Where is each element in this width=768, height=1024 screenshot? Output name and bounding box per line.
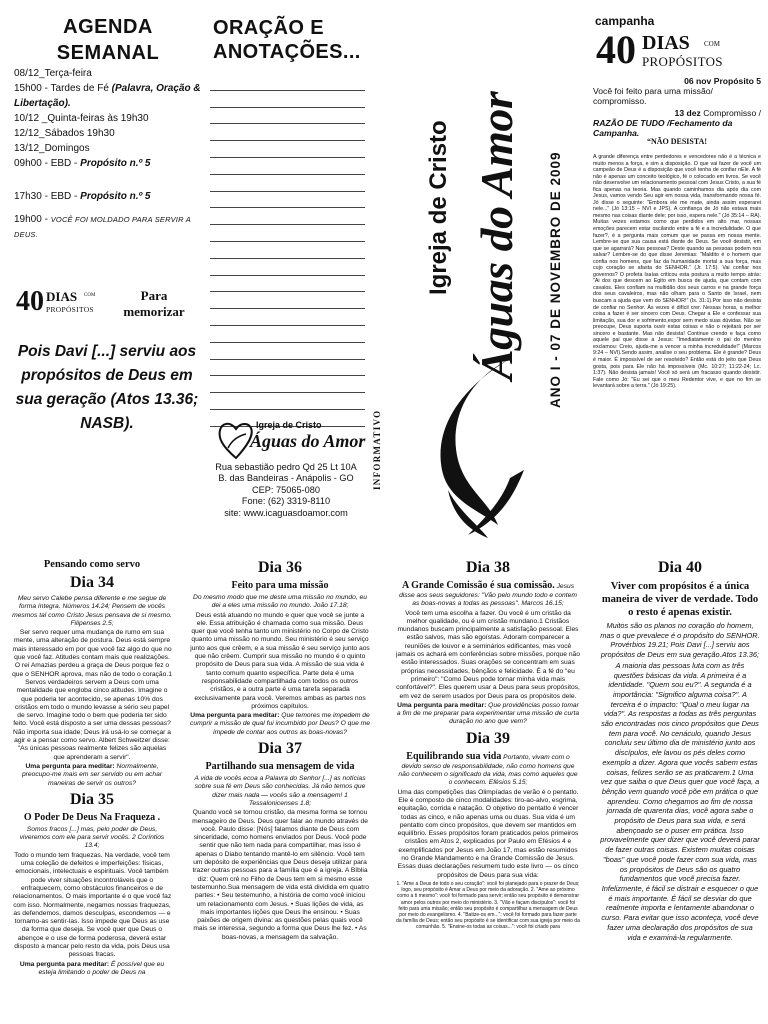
column-day-40	[600, 556, 760, 943]
day-34-heading: Dia 34	[70, 574, 114, 591]
church-address: Rua sebastião pedro Qd 25 Lt 10A B. das Bandeiras - Anápolis - GO CEP: 75065-080 Fone: (62) 3319-8110 site: www.icaguasdoamor.com	[196, 462, 376, 519]
day-37-body: Quando você se tornou cristão, da mesma forma se tornou mensageiro de Deus. Deus quer falar ao mundo através de você. Paulo disse: [Nós] falamos diante de Deus com sinceridade, como homens enviados por Deus. Você pode sentir que não tem nada para compartilhar, mas isso é apenas o Diabo tentando mantê-lo em silêncio. Você tem um depósito de experiências que Deus deseja utilizar para trazer outras pessoas para a família que é a igreja. A Bíblia diz: Quem crê no Filho de Deus tem em si mesmo esse testemunho.Sua mensagem de vida está dividida em quatro partes: • Seu testemunho, a história de como você iniciou um relacionamento com Jesus. • Suas lições de vida, as mais importantes lições que Deus lhe ensinou. • Suas paixões de origem divina: as questões pelas quais você mais se interessa, segundo a forma que Deus lhe fez. • As boas-novas, a mensagem da salvação.	[190, 809, 370, 941]
agenda-item: 17h30 - EBD - Propósito n.º 5	[14, 191, 151, 202]
agenda-item: 12/12_Sábados 19h30	[14, 128, 115, 139]
day-39-list: 1. "Ame a Deus de todo o seu coração": você foi planejado para o prazer de Deus; logo, seu propósito é Amar a Deus por meio da adoração. 2. "Ame ao próximo como a ti mesmo": você foi formado para servir; então seu propósito é demonstrar amor pelos outros por meio do ministério. 3. "Vão e façam discípulos": você foi feito para uma missão; então seu propósito é compartilhar a mensagem de Deus por meio do evangelismo. 4. "Batize-os em...": você foi formado para fazer parte da família de Deus; então seu propósito é se identificar com sua igreja por meio da comunhão. 5. "Ensine-os todas as coisas...": você foi criado para	[396, 880, 580, 931]
agenda-item: 08/12_Terça-feira	[14, 68, 92, 79]
day-35-intro: Somos fracos [...] mas, pelo poder de Deus, viveremos com ele para servir vocês. 2 Coríntios 13.4;	[19, 825, 165, 850]
day-36-intro: Do mesmo modo que me deste uma missão no mundo, eu dei a eles uma missão no mundo. João 17.18;	[193, 594, 367, 610]
column-days-34-35: Pensando como servo Dia 34 Meu servo Calebe pensa diferente e me segue de forma íntegra. Números 14.24; Pensem de vocês mesmos tal como Cristo Jesus pensava de si mesmo. Filipenses 2.5; Ser servo requer uma mudança de rumo em sua mente, uma alteração de postura. Deus está sempre mais interessado em por que você faz algo do que no que você faz. Atitudes contam mais que realizações. O rei Amazias perdeu a graça de Deus porque fez o que o SENHOR aprova, mas não de todo o coração.1 Servos verdadeiros servem a Deus com uma mentalidade que engloba cinco atitudes. Imagine o que poderia ter acontecido, se apenas 10% dos cristãos em todo o mundo levasse a sério seu papel de servo. Imagine todo o bem que poderia ter sido feito. Você está disposto a ser uma dessas pessoas? Não importa sua idade; Deus irá usá-lo se começar a agir e a pensar como servo. Albert Schweitzer disse: "As únicas pessoas realmente felizes são aquelas que aprenderam a servir". Uma pergunta para meditar: Normalmente, preocupo-me mais em ser servido ou em achar maneiras de servir os outros? Dia 35 O Poder De Deus Na Fraqueza . Somos fracos [...] mas, pelo poder de Deus, viveremos com ele para servir vocês. 2 Coríntios 13.4; Todo o mundo tem fraquezas. Na verdade, você tem uma coleção de defeitos e imperfeições: físicas, emocionais, intelectuais e espirituais. Você também pode viver situações incontroláveis que o enfraquecem, como obstáculos financeiros e de relacionamentos. O mais importante é o que você faz com isso. Normalmente, negamos nossas fraquezas, as defendemos, damos desculpas, escondemos — e tornamo-as sentir-las. Isso impede que Deus as use da forma que deseja. Se você quer que Deus o abençoe e o use de forma poderosa, deverá estar disposto a mancar pelo resto da vida, pois Deus usa pessoas fracas. Uma pergunta para meditar: É possível que eu esteja limitando o poder de Deus na	[12, 559, 172, 976]
note-line[interactable]	[210, 124, 365, 141]
day-36-heading: Dia 36	[258, 559, 302, 576]
day-37-intro: A vida de vocês ecoa a Palavra do Senhor [...] as notícias sobre sua fé em Deus são conhecidas. Já não temos que dizer mais nada — vocês são a mensagem! 1 Tessalonicenses 1.8;	[194, 775, 366, 807]
nao-desista-heading: “NÃO DESISTA!	[646, 137, 708, 146]
note-line[interactable]	[210, 158, 365, 175]
day-35-heading: Dia 35	[70, 790, 114, 808]
column-days-36-37: Dia 36 Feito para uma missão Do mesmo modo que me deste uma missão no mundo, eu dei a eles uma missão no mundo. João 17.18; Deus está atuando no mundo e quer que você se junte a ele. Essa atribuição é chamada como sua missão. Deus quer que você tenha tanto um ministério no Corpo de Cristo quanto uma missão no mundo. Seu ministério é seu serviço junto aos que crêem, e a sua missão é seu serviço junto aos que não crêem. Cumprir sua missão no mundo é o quinto propósito de Deus para sua vida. A missão de sua vida é tanto comum quanto específica. Parte dela é uma responsabilidade compartilhada com todos os outros cristãos, e a outra parte é uma tarefa separada exclusivamente para você. Veremos ambas as partes nos próximos capítulos. Uma pergunta para meditar: Que temores me impedem de cumprir a missão de qual fui incumbido por Deus? O que me impede de contar aos outros as boas-novas? Dia 37 Partilhando sua mensagem de vida A vida de vocês ecoa a Palavra do Senhor [...] as notícias sobre sua fé em Deus são conhecidas. Já não temos que dizer mais nada — vocês são a mensagem! 1 Tessalonicenses 1.8; Quando você se tornou cristão, da mesma forma se tornou mensageiro de Deus. Deus quer falar ao mundo através de você. Paulo disse: [Nós] falamos diante de Deus com sinceridade, como homens enviados por Deus. Você pode sentir que não tem nada para compartilhar, mas isso é apenas o Diabo tentando mantê-lo em silêncio. Você tem um depósito de experiências que Deus deseja utilizar para trazer outras pessoas para a família que é a igreja. A Bíblia diz: Quem crê no Filho de Deus tem em si mesmo esse testemunho.Sua mensagem de vida está dividida em quatro partes: • Seu testemunho, a história de como você iniciou um relacionamento com Jesus. • Suas lições de vida, as mais importantes lições que Deus lhe ensinou. • Suas paixões de origem divina: as questões pelas quais você mais se interessa, segundo a forma que Deus lhe fez. • As boas-novas, a mensagem da salvação.	[190, 559, 370, 941]
day-35-body: Todo o mundo tem fraquezas. Na verdade, você tem uma coleção de defeitos e imperfeições: físicas, emocionais, intelectuais e espirituais. Você também pode viver situações incontroláveis que o enfraquecem, como obstáculos financeiros e de relacionamentos. O mais importante é o que você faz com isso. Normalmente, negamos nossas fraquezas, as defendemos, damos desculpas, escondemos — e tornamo-as sentir-las. Isso impede que Deus as use da forma que deseja. Se você quer que Deus o abençoe e o use de forma poderosa, deverá estar disposto a mancar pelo resto da vida, pois Deus usa pessoas fracas.	[12, 851, 172, 959]
agenda-item: 19h00 - VOCÊ FOI MOLDADO PARA SERVIR A DEUS.	[14, 214, 191, 239]
note-line[interactable]	[210, 276, 365, 293]
day-34-intro: Meu servo Calebe pensa diferente e me segue de forma íntegra. Números 14.24; Pensem de vocês mesmos tal como Cristo Jesus pensava de si mesmo. Filipenses 2.5;	[12, 595, 172, 627]
nao-desista-text: A grande diferença entre perdedores e vencedores não é a técnica e muito menos a força, e sim a disposição. O que vai fazer de você um campeão de Deus é a disposição que você tenha de confiar nEle. A fé não é apenas um conceito teológico, fé o colocado em livros. Se você não desenvolve um relacionamento pessoal com Jesus Cristo, a sua fé fica apenas na teoria. Mas quando caminhamos dia após dia com Jesus, vamos vendo Seu agir em nossa vida, transformando nossa fé. Jó disse o seguinte: "Embora ele me mate, ainda assim esperarei nele..." (Jó 13:15 – NVI e JPS). A confiança de Jó não estava mais mesmo nas coisas diante dele; por isso, espera nele." (Jó 35:14 – RA). Muitas vezes estamos como que perdidos em alto mar, nossas emoções parecem estar oscilando entre a fé e a incredulidade. O que fazer?, é a pergunta mais comum que se passa em nossa mente. Lembre-se que sua causa está diante de Deus. Se você desistir, em que se agarrará? Nas pessoas? Deste quando as pessoas podem nos salvar? Lembre-se do que disse Jeremias: "Maldito é o homem que confia nos homens, que faz da humanidade mortal a sua força, mas cujo coração se afasta do SENHOR." (Jr. 17:5). Vai confiar nos governos? O profeta Isaías criticou esta postura a muito tempo atrás: "Ai dos que descem ao Egito em busca de ajuda, que contam com cavalos. Eles confiam na multidão dos seus carros e na grande força dos seus cavaleiros, mas não olham para o Santo de Israel, nem buscam a ajuda que vem do SENHOR!" (Is. 31:1).Por isso não desista de confiar no Senhor. Às vezes é difícil crer. Nessas horas, a melhor coisa a fazer é ser sincero com Deus. Chegar a Ele e confessar sua limitação, sua dor e sofrimento,expor sem medo suas dúvidas. Não se preocupe, Deus suporta ouvir estas coisas e não o rejeitará por ser sincero e bastante. Mas não desista! Continue crendo e faça como aquele pai que disse a Jesus: "Imediatamente o pai do menino exclamou: Creio, ajuda-me a vencer a minha incredulidade!" (Marcos 9:24 – NVI).Sendo assim, analise o seu problema. Ele é grande? Deus é maior. É impossível de ser resolvido? Então está do jeito que Deus gosta, pois para Ele não há impossíveis (Mc. 10:27; 11:22-24; Lc. 1:37). Não desista jamais! Você só será um fracasso quando desistir. Fale como Jó: "Eu sei que o meu Redentor vive, e que no fim se levantará sobre a terra." (Jó 19:25).	[593, 154, 761, 390]
campaign-label: campanha	[595, 14, 655, 28]
memorize-verse: Pois Davi [...] serviu aos propósitos de Deus em sua geração (Atos 13.36; NASB).	[15, 343, 199, 432]
forty-days-logo: 40 DIAS COM PROPÓSITOS	[16, 286, 96, 317]
day-40-intro: Muitos são os planos no coração do homem, mas o que prevalece é o propósito do SENHOR. Provérbios 19.21; Pois Davi [...] serviu aos propósitos de Deus em sua geração.Atos 13.36;	[600, 621, 760, 660]
note-line[interactable]	[210, 225, 365, 242]
day-34-body: Ser servo requer uma mudança de rumo em sua mente, uma alteração de postura. Deus está sempre mais interessado em por que você faz algo do que no que você faz. Atitudes contam mais que realizações. O rei Amazias perdeu a graça de Deus porque fez o que o SENHOR aprova, mas não de todo o coração.1 Servos verdadeiros servem a Deus com uma mentalidade que engloba cinco atitudes. Imagine o que poderia ter acontecido, se apenas 10% dos cristãos em todo o mundo levasse a sério seu papel de servo. Imagine todo o bem que poderia ter sido feito. Você está disposto a ser uma dessas pessoas? Não importa sua idade; Deus irá usá-lo se começar a agir e a pensar como servo. Albert Schweitzer disse: "As únicas pessoas realmente felizes são aquelas que aprenderam a servir".	[12, 629, 172, 761]
agenda-item: 10/12 _Quinta-feiras às 19h30	[14, 113, 149, 124]
day-37-heading: Dia 37	[258, 740, 302, 758]
agenda-title-line1: AGENDA	[63, 16, 153, 38]
day-39-heading: Dia 39	[466, 729, 510, 747]
masthead-church: Igreja de Cristo	[425, 120, 452, 295]
campaign-info: 06 nov Propósito 5 Você foi feito para uma missão/ compromisso. 13 dez Compromisso / RAZÃO DE TUDO /Fechamento da Campanha.	[593, 76, 761, 138]
website-link[interactable]: site: www.icaguasdoamor.com	[224, 507, 348, 518]
note-line[interactable]	[210, 74, 365, 91]
note-line[interactable]	[210, 292, 365, 309]
forty-days-logo-large: 40 DIAS COM PROPÓSITOS	[596, 27, 723, 72]
day-40-heading: Dia 40	[658, 559, 702, 576]
agenda-item: 13/12_Domingos	[14, 143, 90, 154]
day-38-body: Você tem uma escolha a fazer. Ou você é um cristão da melhor qualidade, ou é um cristão mundano.1 Cristãos mundanos buscam principalmente a satisfação pessoal. Eles estão salvos, mas são egoístas. Adoram comparecer a reuniões de louvor e a seminários edificantes, mas você jamais os achará em conferências sobre missões, porque não estão interessados. Suas orações se concentram em suas próprias necessidades, bênçãos e felicidade. É a fé do "eu primeiro": "Como Deus pode tornar minha vida mais confortável?". Eles querem usar a Deus para seus propósitos, em vez de serem usados por Deus para os propósitos dele.	[396, 609, 581, 700]
note-line[interactable]	[210, 141, 365, 158]
agenda-title	[18, 14, 198, 66]
note-line[interactable]	[210, 208, 365, 225]
note-line[interactable]	[210, 393, 365, 410]
note-line[interactable]	[210, 108, 365, 125]
note-line[interactable]	[210, 91, 365, 108]
agenda-title-line2: SEMANAL	[56, 42, 160, 64]
note-line[interactable]	[210, 242, 365, 259]
memorize-label: Para memorizar	[123, 288, 185, 319]
notes-lines[interactable]	[210, 74, 365, 426]
note-line[interactable]	[210, 259, 365, 276]
agenda-list	[14, 66, 204, 242]
day-39-subtitle: Equilibrando sua vida	[406, 750, 502, 762]
masthead-date: ANO I - 07 DE NOVEMBRO DE 2009	[548, 151, 563, 408]
day-39-body: Uma das competições das Olimpíadas de verão é o pentatlo. Ele é composto de cinco modalidades: tiro-ao-alvo, esgrima, equitação, corrida e natação. O objetivo do pentatlo é vencer todas as cinco, e não apenas uma ou duas. Sua vida é um pentatlo com cinco propósitos, que devem ser mantidos em equilíbrio. Esses propósitos foram praticados pelos primeiros cristãos em Atos 2, explicados por Paulo em Efésios 4 e exemplificados por Jesus em João 17, mas estão resumidos no Grande Mandamento e na Grande Comissão de Jesus. Essas duas declarações resumem tudo este livro — os cinco propósitos de Deus para sua vida:	[397, 788, 579, 879]
agenda-item: 09h00 - EBD - Propósito n.º 5	[14, 158, 151, 169]
section-heading: Pensando como servo	[43, 559, 141, 570]
day-40-body: A maioria das pessoas luta com as três questões básicas da vida. A primeira é a identidade. "Quem sou eu?". A segunda é a importância: "Significo alguma coisa?". A terceira é o impacto: "Qual o meu lugar na vida?". As respostas a todas as três perguntas são encontradas nos cinco propósitos que Deus tem para você. No cenáculo, quando Jesus concluiu seu último dia de ministério junto aos discípulos, ele lavou os pés deles como exemplo a dizer. Agora que vocês sabem estas coisas, felizes serão se as praticarem.1 Uma vez que saiba o que Deus quer que você faça, a bênção vem quando você põe em prática o que aprendeu. Como chegamos ao fim de nossa jornada de quarenta dias, você agora sabe o propósito de Deus para sua vida, e será abençoado se o puser em prática. Isso provavelmente quer dizer que você deverá parar de fazer outras coisas. Existem muitas coisas "boas" que você pode fazer com sua vida, mas os propósitos de Deus são os quatro fundamentos que você precisa fazer. Infelizmente, é fácil se distrair e esquecer o que é mais importante. É fácil se desviar do que realmente importa e lentamente abandonar o curso. Para evitar que isso aconteça, você deve fazer uma declaração dos propósitos de sua vida e examiná-la regularmente.	[600, 660, 760, 942]
note-line[interactable]	[210, 309, 365, 326]
day-35-subtitle: O Poder De Deus Na Fraqueza .	[23, 811, 161, 823]
column-days-38-39: Dia 38 A Grande Comissão é sua comissão. Jesus disse aos seus seguidores: "Vão pelo mundo todo e contem as boas-novas a todas as pessoas". Marcos 16.15; Você tem uma escolha a fazer. Ou você é um cristão da melhor qualidade, ou é um cristão mundano.1 Cristãos mundanos buscam principalmente a satisfação pessoal. Eles estão salvos, mas são egoístas. Adoram comparecer a reuniões de louvor e a seminários edificantes, mas você jamais os achará em conferências sobre missões, porque não estão interessados. Suas orações se concentram em suas próprias necessidades, bênçãos e felicidade. É a fé do "eu primeiro": "Como Deus pode tornar minha vida mais confortável?". Eles querem usar a Deus para seus propósitos, em vez de serem usados por Deus para os propósitos dele. Uma pergunta para meditar: Que providências posso tomar a fim de me preparar para experimentar uma missão de curta duração no ano que vem? Dia 39 Equilibrando sua vida Portanto, vivam com o devido senso de responsabilidade, não como homens que não conhecem o significado da vida, mas como aqueles que o conhecem. Efésios 5.15; Uma das competições das Olimpíadas de verão é o pentatlo. Ele é composto de cinco modalidades: tiro-ao-alvo, esgrima, equitação, corrida e natação. O objetivo do pentatlo é vencer todas as cinco, e não apenas uma ou duas. Sua vida é um pentatlo com cinco propósitos, que devem ser mantidos em equilíbrio. Esses propósitos foram praticados pelos primeiros cristãos em Atos 2, explicados por Paulo em Efésios 4 e exemplificados por Jesus em João 17, mas estão resumidos no Grande Mandamento e na Grande Comissão de Jesus. Essas duas declarações resumem tudo este livro — os cinco propósitos de Deus para sua vida: 1. "Ame a Deus de todo o seu coração": você foi planejado para o prazer de Deus; logo, seu propósito é Amar a Deus por meio da adoração. 2. "Ame ao próximo como a ti mesmo": você foi formado para servir; então seu propósito é demonstrar amor pelos outros por meio do ministério. 3. "Vão e façam discípulos": você foi feito para uma missão; então seu propósito é compartilhar a mensagem de Deus por meio do evangelismo. 4. "Batize-os em...": você foi formado para fazer parte da família de Deus; então seu propósito é se identificar com sua igreja por meio da comunhão. 5. "Ensine-os todas as coisas...": você foi criado para	[396, 559, 581, 931]
day-38-heading: Dia 38	[466, 559, 510, 576]
prayer-notes-title: ORAÇÃO E ANOTAÇÕES...	[213, 17, 361, 63]
day-38-subtitle: A Grande Comissão é sua comissão.	[401, 580, 555, 591]
note-line[interactable]	[210, 175, 365, 192]
church-logo: Igreja de Cristo Águas do Amor	[216, 418, 366, 462]
day-37-subtitle: Partilhando sua mensagem de vida	[205, 761, 355, 773]
day-36-subtitle: Feito para uma missão	[231, 580, 329, 591]
day-36-body: Deus está atuando no mundo e quer que você se junte a ele. Essa atribuição é chamada como sua missão. Deus quer que você tenha tanto um ministério no Corpo de Cristo quanto uma missão no mundo. Seu ministério é seu serviço junto aos que crêem, e a sua missão é seu serviço junto aos que não crêem. Cumprir sua missão no mundo é o quinto propósito de Deus para sua vida. A missão de sua vida é tanto comum quanto específica. Parte dela é uma responsabilidade compartilhada com todos os outros cristãos, e a outra parte é uma tarefa separada exclusivamente para você. Veremos ambas as partes nos próximos capítulos.	[190, 611, 370, 710]
informativo-label: INFORMATIVO	[372, 409, 382, 490]
masthead-title: Águas do Amor	[471, 91, 522, 380]
day-40-subtitle: Viver com propósitos é a única maneira de viver de verdade. Todo o resto é apenas existir.	[601, 581, 759, 618]
note-line[interactable]	[210, 326, 365, 343]
agenda-item: 15h00 - Tardes de Fé (Palavra, Oração & Libertação).	[14, 83, 201, 109]
note-line[interactable]	[210, 360, 365, 377]
note-line[interactable]	[210, 192, 365, 209]
note-line[interactable]	[210, 376, 365, 393]
note-line[interactable]	[210, 343, 365, 360]
